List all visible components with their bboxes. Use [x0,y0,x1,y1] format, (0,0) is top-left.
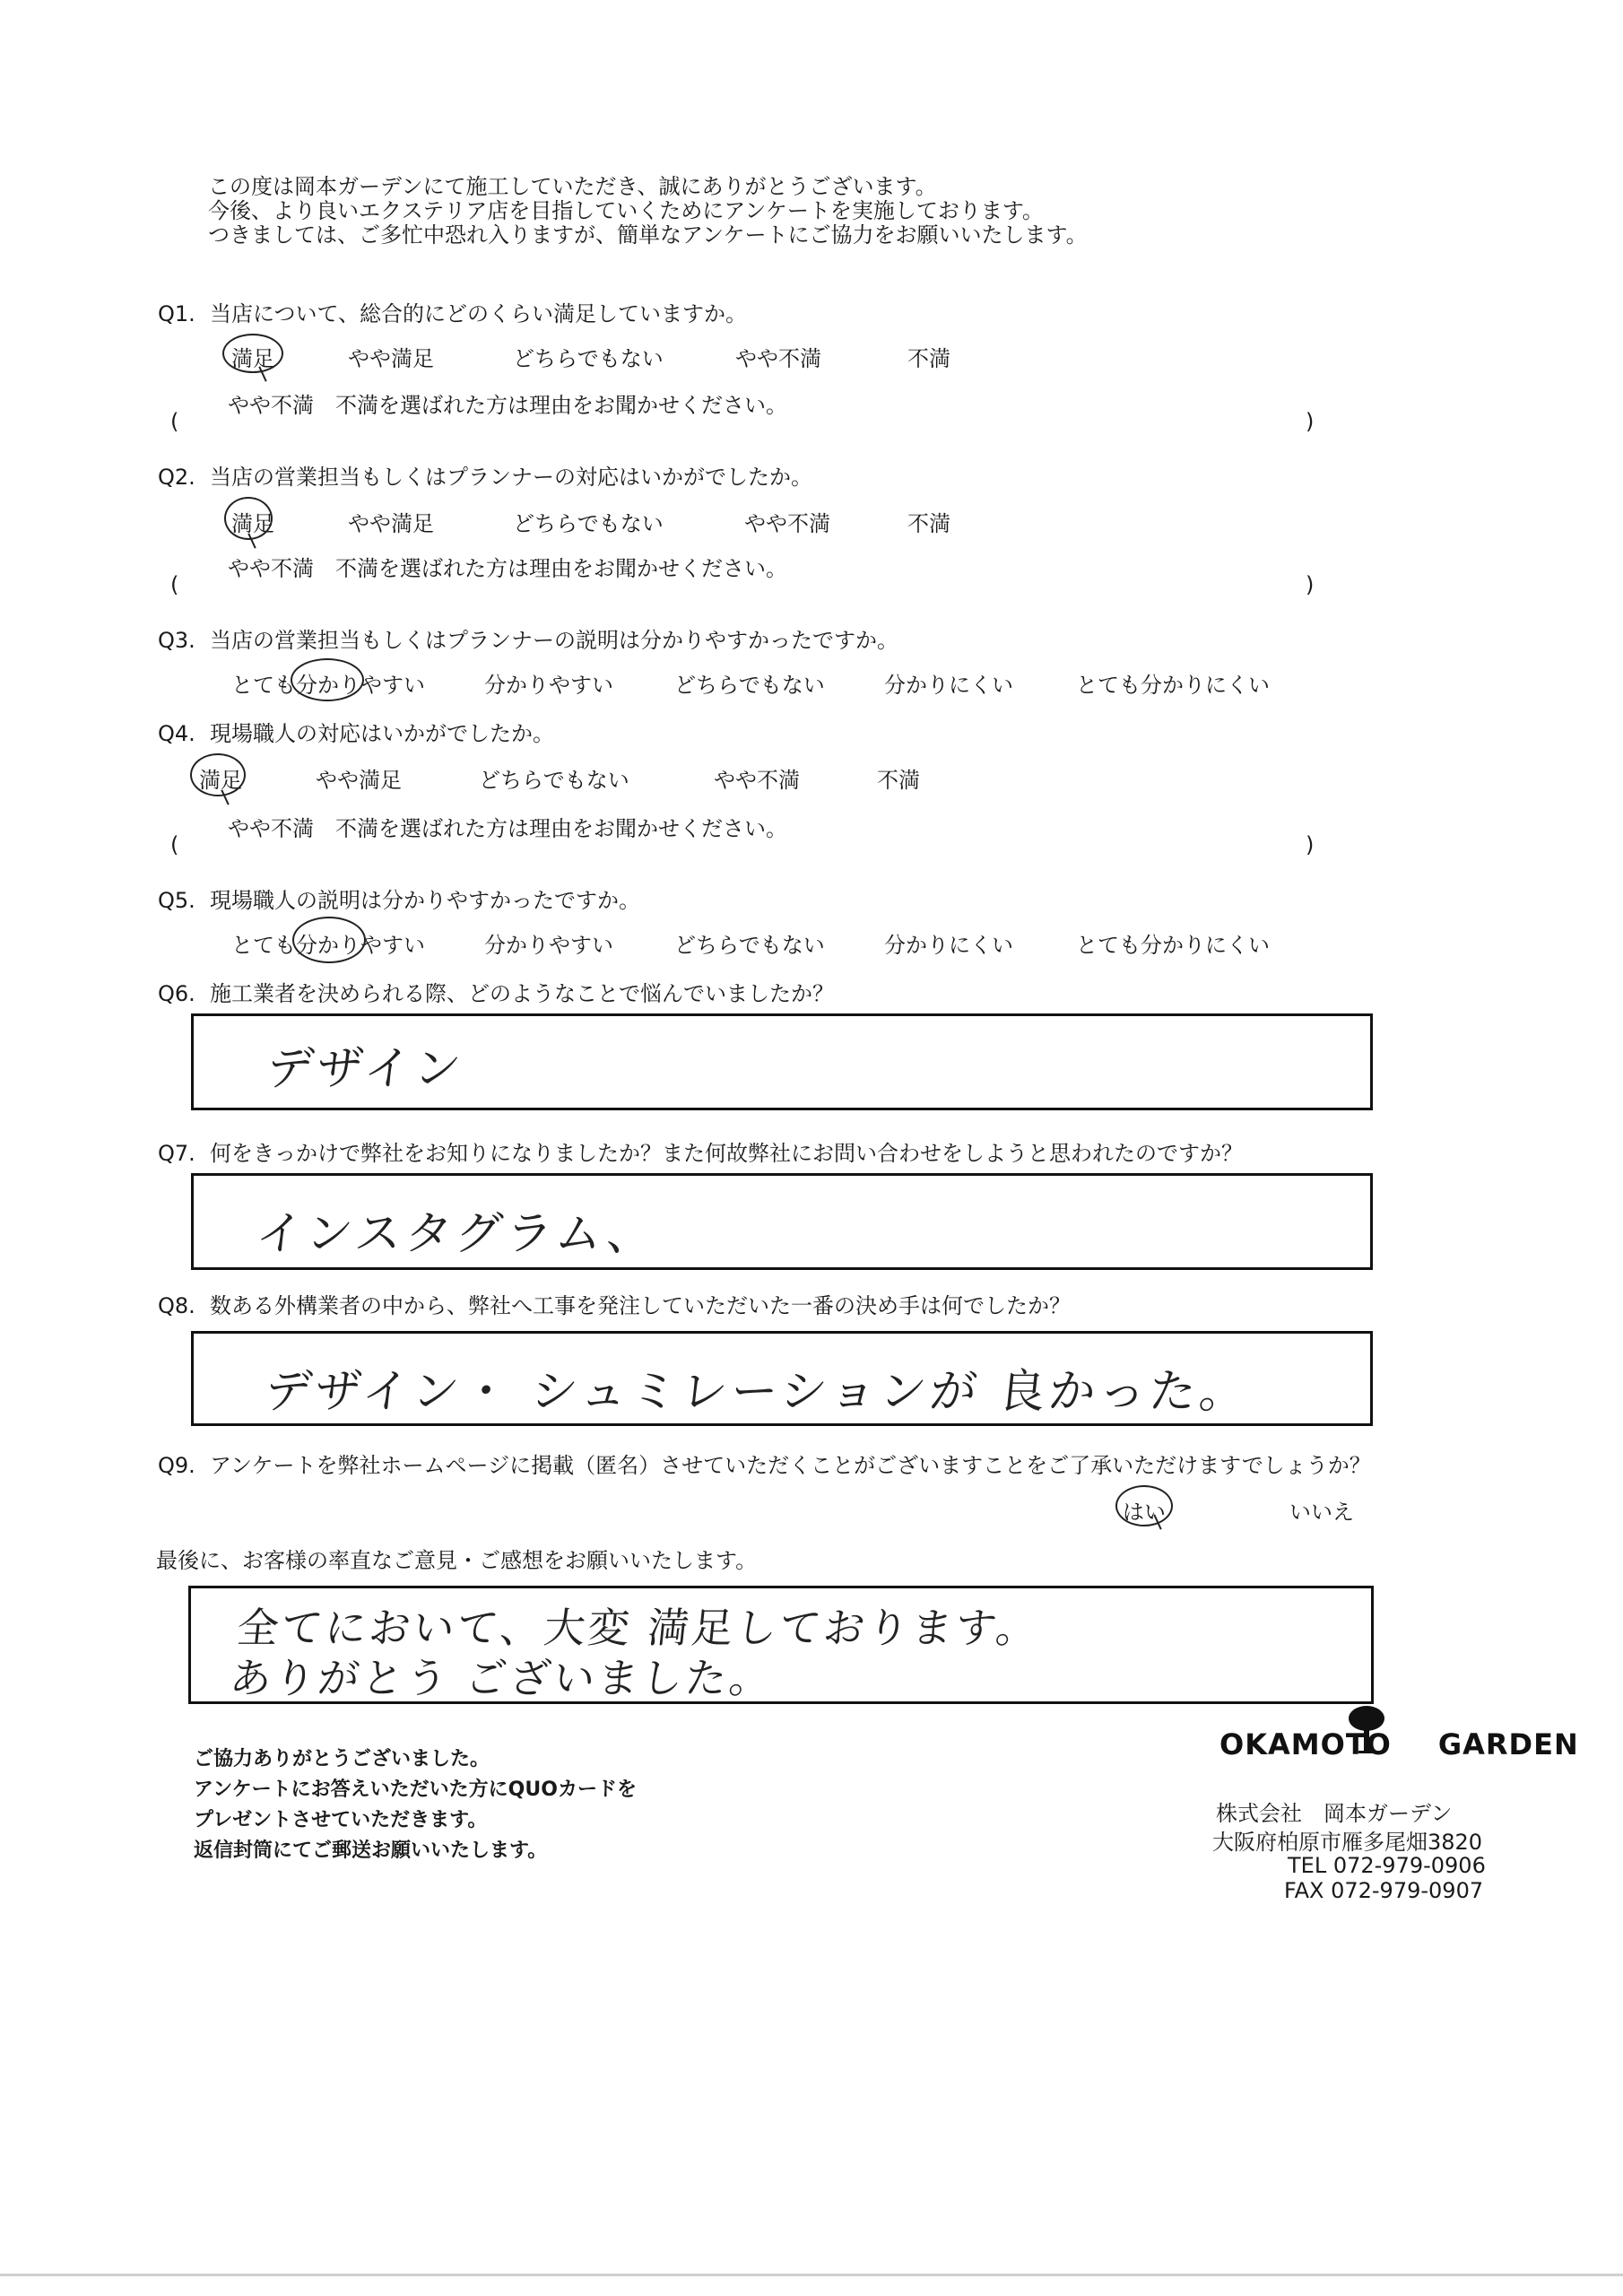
q1-reason-open: ( [170,409,179,434]
q5-selection-circle [292,917,366,963]
q2-reason-open: ( [170,572,179,597]
q7-number: Q7. [158,1141,195,1166]
q3-number: Q3. [158,628,195,653]
q4-option-dochiramo[interactable]: どちらでもない [479,768,629,793]
q2-text: 当店の営業担当もしくはプランナーの対応はいかがでしたか。 [210,465,812,490]
q3-option-totemo-wakariyasui[interactable]: とても分かりやすい [231,673,425,698]
q2-option-fuman[interactable]: 不満 [907,511,950,536]
q3-option-wakarinikui[interactable]: 分かりにくい [884,673,1013,698]
q9-number: Q9. [158,1453,195,1478]
q2-reason-close: ) [1306,572,1315,597]
q3-selection-circle [291,658,364,701]
final-answer-line-1: 全てにおいて、大変 満足しております。 [234,1604,1043,1652]
q3-option-wakariyasui[interactable]: 分かりやすい [484,673,613,698]
q9-text: アンケートを弊社ホームページに掲載（匿名）させていただくことがございますことをご了承いただけますでしょうか？ [210,1453,1371,1478]
q3-option-totemo-wakarinikui[interactable]: とても分かりにくい [1076,673,1270,698]
q1-option-manzoku[interactable]: 満足 [231,346,274,371]
q1-question [158,296,747,327]
q5-option-totemo-wakariyasui[interactable]: とても分かりやすい [231,933,425,958]
q1-option-yaya-fuman[interactable]: やや不満 [735,346,821,371]
company-fax: FAX 072-979-0907 [1284,1878,1484,1903]
q5-option-dochiramo[interactable]: どちらでもない [674,933,825,958]
q5-text: 現場職人の説明は分かりやすかったですか。 [210,888,640,913]
final-answer-box[interactable] [188,1586,1374,1704]
q8-question [158,1288,1071,1319]
q3-option-dochiramo[interactable]: どちらでもない [674,673,825,698]
q4-reason-open: ( [170,832,179,857]
company-address: 大阪府柏原市雁多尾畑3820 [1212,1830,1483,1855]
q4-option-fuman[interactable]: 不満 [877,768,920,793]
q4-option-yaya-fuman[interactable]: やや不満 [714,768,800,793]
q4-reason-note: やや不満 不満を選ばれた方は理由をお聞かせください。 [228,816,787,841]
q2-option-yaya-fuman[interactable]: やや不満 [744,511,830,536]
q9-selection-circle [1115,1485,1173,1526]
company-logo: OKAMOTO GARDEN [1219,1727,1579,1761]
q5-option-totemo-wakarinikui[interactable]: とても分かりにくい [1076,933,1270,958]
intro-line-3: つきましては、ご多忙中恐れ入りますが、簡単なアンケートにご協力をお願いいたします。 [208,222,1088,248]
q8-handwritten-answer: デザイン・ シュミレーションが 良かった。 [262,1365,1253,1419]
q5-number: Q5. [158,888,195,913]
q4-reason-close: ) [1306,832,1315,857]
q5-option-wakariyasui[interactable]: 分かりやすい [484,933,613,958]
q1-option-dochiramo[interactable]: どちらでもない [513,346,664,371]
q2-option-yaya-manzoku[interactable]: やや満足 [348,511,434,536]
q7-question [158,1135,1243,1167]
q4-text: 現場職人の対応はいかがでしたか。 [210,721,554,746]
q3-text: 当店の営業担当もしくはプランナーの説明は分かりやすかったですか。 [210,628,898,653]
q2-question [158,459,812,491]
q6-answer-box[interactable] [191,1013,1373,1110]
q2-reason-note: やや不満 不満を選ばれた方は理由をお聞かせください。 [228,556,787,581]
intro-line-1: この度は岡本ガーデンにて施工していただき、誠にありがとうございます。 [208,174,937,199]
q3-question [158,622,898,654]
q6-handwritten-answer: デザイン [264,1042,467,1096]
q4-question [158,716,554,747]
q8-number: Q8. [158,1293,195,1318]
q1-option-yaya-manzoku[interactable]: やや満足 [348,346,434,371]
footer-present: プレゼントさせていただきます。 [194,1809,488,1831]
scan-edge-line [0,2274,1623,2276]
q6-text: 施工業者を決められる際、どのようなことで悩んでいましたか？ [210,981,834,1006]
q4-number: Q4. [158,721,195,746]
footer-quo-card: アンケートにお答えいただいた方にQUOカードを [194,1779,637,1801]
company-tel: TEL 072-979-0906 [1288,1853,1486,1878]
q1-reason-note: やや不満 不満を選ばれた方は理由をお聞かせください。 [228,393,787,418]
q4-option-manzoku[interactable]: 満足 [199,768,242,793]
q4-selection-circle [190,753,246,796]
q4-option-yaya-manzoku[interactable]: やや満足 [316,768,402,793]
q6-question [158,976,834,1007]
q5-question [158,883,640,914]
q9-question [158,1448,1371,1479]
q8-answer-box[interactable] [191,1331,1373,1426]
q7-handwritten-answer: インスタグラム、 [253,1207,661,1261]
q5-option-wakarinikui[interactable]: 分かりにくい [884,933,1013,958]
q1-selection-circle [222,334,283,373]
company-name: 株式会社 岡本ガーデン [1216,1801,1453,1826]
q6-number: Q6. [158,981,195,1006]
final-answer-line-2: ありがとう ございました。 [227,1654,777,1702]
q9-option-iie[interactable]: いいえ [1289,1500,1354,1525]
q7-answer-box[interactable] [191,1173,1373,1270]
q2-option-manzoku[interactable]: 満足 [231,511,274,536]
q7-text: 何をきっかけで弊社をお知りになりましたか？また何故弊社にお問い合わせをしようと思われたのですか？ [210,1141,1243,1166]
footer-thanks: ご協力ありがとうございました。 [194,1748,490,1770]
q9-option-hai[interactable]: はい [1123,1500,1166,1525]
footer-return-envelope: 返信封筒にてご郵送お願いいたします。 [194,1839,548,1862]
q8-text: 数ある外構業者の中から、弊社へ工事を発注していただいた一番の決め手は何でしたか？ [210,1293,1071,1318]
q1-text: 当店について、総合的にどのくらい満足していますか。 [210,301,748,326]
q2-option-dochiramo[interactable]: どちらでもない [513,511,664,536]
intro-line-2: 今後、より良いエクステリア店を目指していくためにアンケートを実施しております。 [208,198,1044,223]
q1-number: Q1. [158,301,195,326]
final-question: 最後に、お客様の率直なご意見・ご感想をお願いいたします。 [156,1548,758,1573]
q1-reason-close: ) [1306,409,1315,434]
q1-option-fuman[interactable]: 不満 [907,346,950,371]
q2-number: Q2. [158,465,195,490]
